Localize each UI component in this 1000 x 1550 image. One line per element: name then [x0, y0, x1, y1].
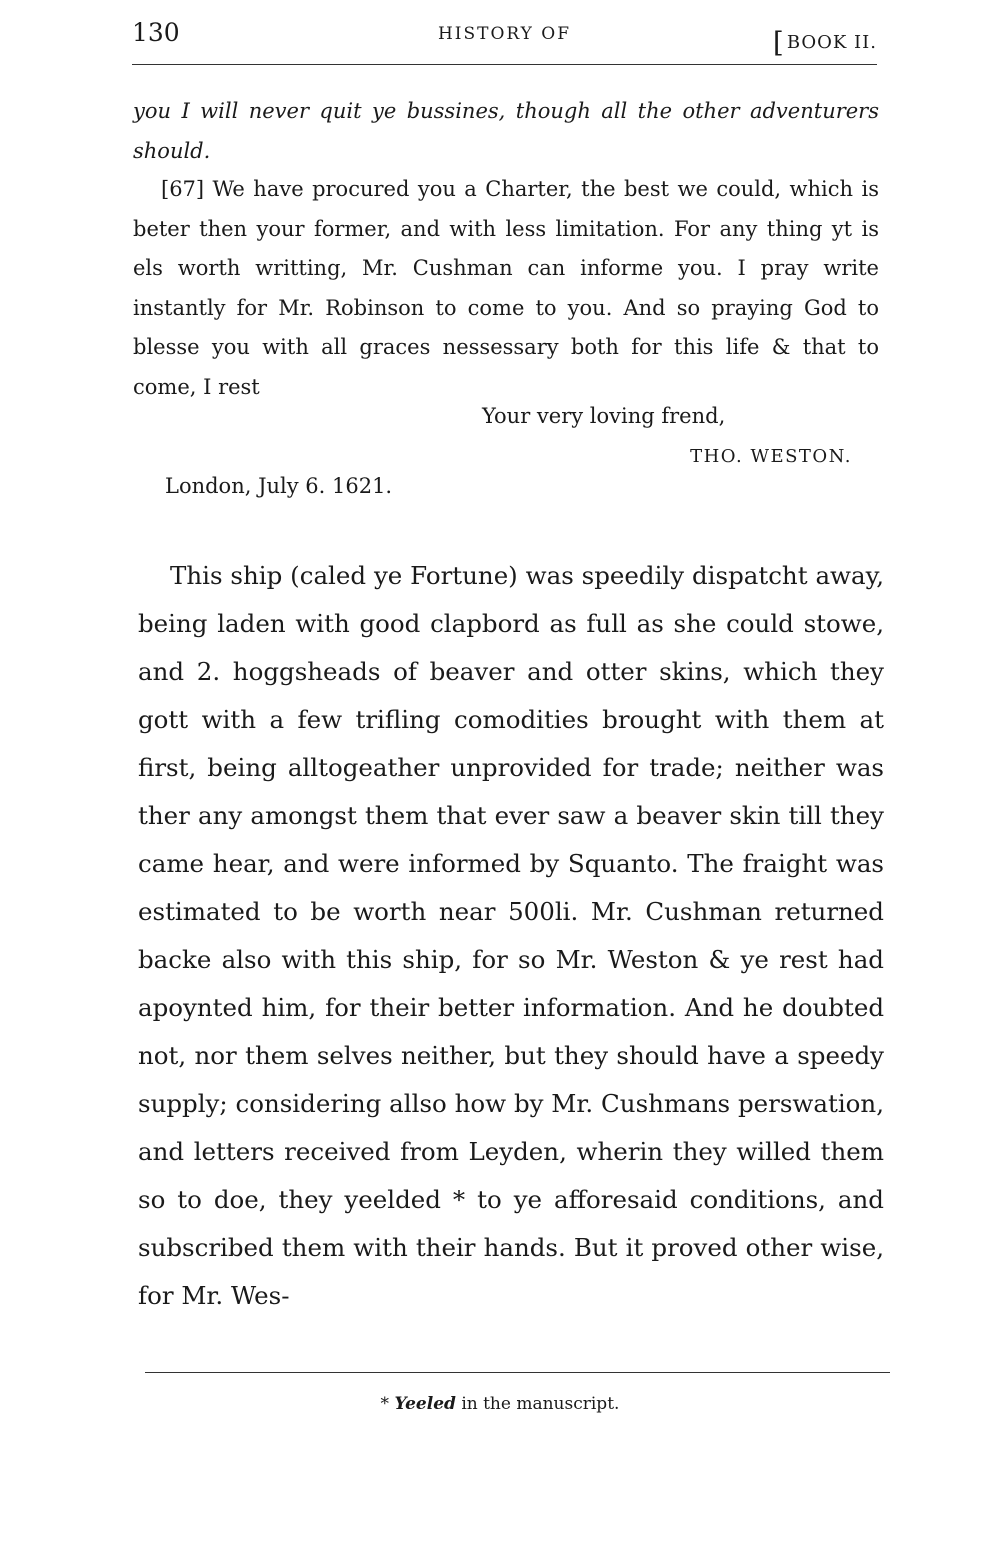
letter-closing: Your very loving frend,	[482, 404, 726, 428]
book-label	[772, 22, 877, 59]
footnote-text: in the manuscript.	[461, 1394, 620, 1414]
running-title: HISTORY OF	[437, 24, 572, 44]
bracket-glyph: [	[772, 26, 785, 59]
narrative-paragraph: This ship (caled ye Fortune) was speedily dispatcht away, being laden with good clapbord as full as she could stowe, and 2. hoggsheads of beaver and otter skins, which they gott with a few trifling comodities brought with them at first, being alltogeather unprovided for trade; neither was ther any amongst them that ever saw a beaver skin till they came hear, and were informed by Squanto. The fraight was estimated to be worth near 500li. Mr. Cushman returned backe also with this ship, for so Mr. Weston & ye rest had apoynted him, for their better information. And he doubted not, nor them selves neither, but they should have a speedy supply; considering allso how by Mr. Cushmans perswation, and letters received from Leyden, wherin they willed them so to doe, they yeelded * to ye afforesaid conditions, and subscribed them with their hands. But it proved other wise, for Mr. Wes-	[138, 561, 884, 1310]
letter-italic-text: you I will never quit ye bussines, though all the other adventurers should.	[133, 99, 879, 163]
letter-italic-lead	[133, 92, 879, 171]
header-rule	[132, 64, 877, 65]
letter-signature: THO. WESTON.	[690, 446, 852, 467]
footnote-italic: Yeeled	[394, 1394, 456, 1414]
book-text: BOOK II.	[786, 32, 877, 53]
letter-body-text: [67] We have procured you a Charter, the best we could, which is beter then your former, and with less limitation. For any thing yt is els worth writting, Mr. Cushman can informe you. I pray write instantly for Mr. Robinson to come to you. And so praying God to blesse you with all graces nessessary both for this life & that to come, I rest	[133, 177, 879, 399]
footnote-rule	[145, 1372, 890, 1373]
footnote	[0, 1394, 1000, 1414]
footnote-marker: *	[380, 1394, 390, 1414]
narrative-section	[138, 552, 884, 1320]
page-number: 130	[132, 18, 180, 47]
page-header	[132, 14, 877, 59]
letter-dateline: London, July 6. 1621.	[165, 474, 393, 498]
letter-body	[133, 170, 879, 407]
